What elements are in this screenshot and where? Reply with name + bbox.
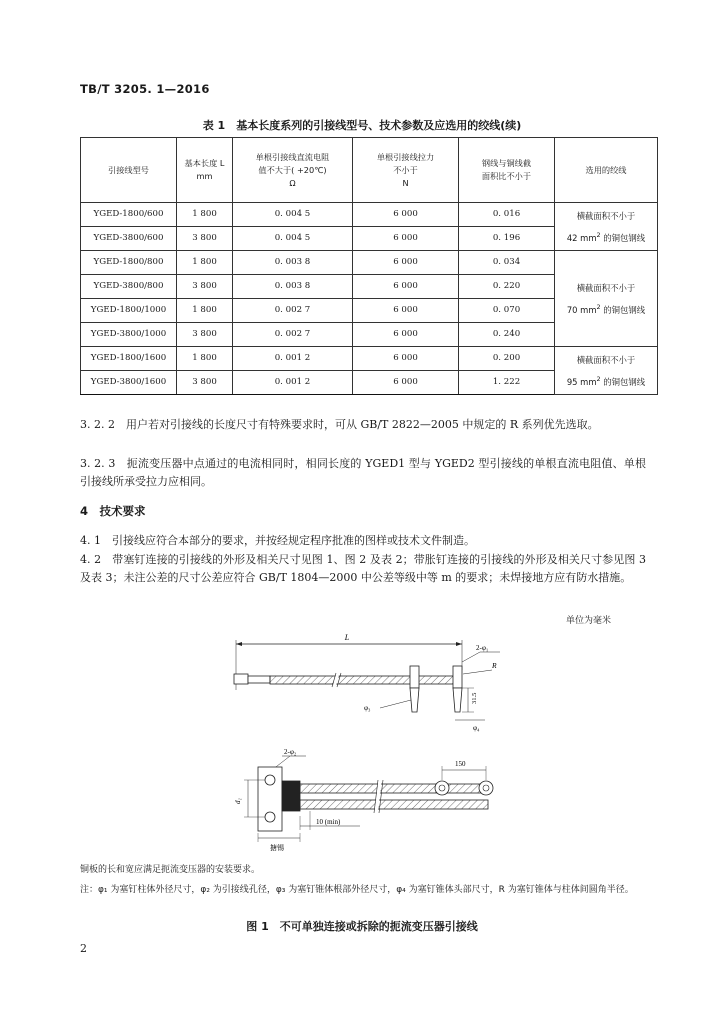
cell-resistance: 0. 002 7 bbox=[233, 299, 353, 323]
tinned-end bbox=[282, 781, 300, 811]
plug-pin-1 bbox=[410, 666, 419, 688]
label-2-phi1: 2-φ₁ bbox=[476, 644, 489, 652]
label-d1: d₁ bbox=[234, 798, 242, 804]
cell-resistance: 0. 004 5 bbox=[233, 227, 353, 251]
cell-resistance: 0. 002 7 bbox=[233, 323, 353, 347]
figure-title: 图 1 不可单独连接或拆除的扼流变压器引接线 bbox=[246, 920, 478, 933]
cell-length: 3 800 bbox=[177, 371, 233, 395]
cell-ratio: 0. 220 bbox=[459, 275, 555, 299]
cell-length: 1 800 bbox=[177, 203, 233, 227]
unit-note: 单位为毫米 bbox=[566, 616, 612, 626]
cell-resistance: 0. 004 5 bbox=[233, 203, 353, 227]
label-phi3: φ₃ bbox=[364, 704, 371, 712]
cell-model: YGED-1800/800 bbox=[81, 251, 177, 275]
table-row bbox=[81, 203, 658, 227]
cell-model: YGED-3800/1000 bbox=[81, 323, 177, 347]
spec-table bbox=[80, 137, 658, 395]
cell-length: 3 800 bbox=[177, 275, 233, 299]
cell-resistance: 0. 003 8 bbox=[233, 275, 353, 299]
table-header-row bbox=[81, 138, 658, 203]
cell-ratio: 1. 222 bbox=[459, 371, 555, 395]
cell-force: 6 000 bbox=[353, 323, 459, 347]
cell-model: YGED-3800/1600 bbox=[81, 371, 177, 395]
cell-length: 3 800 bbox=[177, 323, 233, 347]
label-10-min: 10 (min) bbox=[316, 818, 341, 826]
clause-4-1: 4. 1 引接线应符合本部分的要求，并按经规定程序批准的图样或技术文件制造。 bbox=[80, 534, 475, 547]
figure-1-drawing bbox=[230, 630, 530, 855]
cell-ratio: 0. 070 bbox=[459, 299, 555, 323]
plug-pin-2 bbox=[453, 666, 462, 688]
page-number: 2 bbox=[80, 942, 87, 955]
clause-3-2-2: 3. 2. 2 用户若对引接线的长度尺寸有特殊要求时，可从 GB/T 2822—2005 中规定的 R 系列优先选取。 bbox=[80, 418, 599, 431]
top-view bbox=[234, 633, 500, 732]
label-phi4: φ₄ bbox=[473, 724, 480, 732]
cell-force: 6 000 bbox=[353, 251, 459, 275]
header-model: 引接线型号 bbox=[81, 138, 177, 203]
cell-ratio: 0. 200 bbox=[459, 347, 555, 371]
clause-3-2-3: 3. 2. 3 扼流变压器中点通过的电流相同时，相同长度的 YGED1 型与 YGED2 型引接线的单根直流电阻值、单根引接线所承受拉力应相同。 bbox=[80, 457, 646, 488]
cell-force: 6 000 bbox=[353, 347, 459, 371]
section-4-heading: 4 技术要求 bbox=[80, 504, 146, 518]
figure-note-plate: 铜板的长和宽应满足扼流变压器的安装要求。 bbox=[80, 865, 261, 875]
label-150: 150 bbox=[455, 760, 466, 768]
header-force: 单根引接线拉力 不小于 N bbox=[353, 138, 459, 203]
cell-length: 1 800 bbox=[177, 251, 233, 275]
cell-length: 1 800 bbox=[177, 347, 233, 371]
cell-ratio: 0. 240 bbox=[459, 323, 555, 347]
top-cable bbox=[270, 676, 455, 684]
table-row bbox=[81, 347, 658, 371]
cell-ratio: 0. 016 bbox=[459, 203, 555, 227]
cell-force: 6 000 bbox=[353, 203, 459, 227]
label-2-phi2: 2-φ₂ bbox=[284, 748, 297, 756]
header-length: 基本长度 L mm bbox=[177, 138, 233, 203]
cell-force: 6 000 bbox=[353, 227, 459, 251]
header-resistance: 单根引接线直流电阻 值不大于( +20℃) Ω bbox=[233, 138, 353, 203]
cell-length: 1 800 bbox=[177, 299, 233, 323]
cell-wire-group-2: 横截面积不小于 70 $mm^2$ 的铜包钢线 bbox=[555, 251, 658, 347]
clause-4-2: 4. 2 带塞钉连接的引接线的外形及相关尺寸见图 1、图 2 及表 2；带胀钉连接的引接线的外形及相关尺寸参见图 3 及表 3；未注公差的尺寸公差应符合 GB/T 1804—2000 中公差等级中等 m 的要求；未焊接地方应有防水措施。 bbox=[80, 553, 646, 584]
top-left-lug bbox=[234, 674, 248, 684]
plate-hole-1 bbox=[265, 775, 275, 785]
bottom-view bbox=[234, 748, 493, 852]
bottom-cable-1 bbox=[300, 784, 488, 793]
header-wire: 选用的绞线 bbox=[555, 138, 658, 203]
plate-hole-2 bbox=[265, 812, 275, 822]
cell-wire-group-1: 横截面积不小于 42 $mm^2$ 的铜包钢线 bbox=[555, 203, 658, 251]
cell-resistance: 0. 001 2 bbox=[233, 347, 353, 371]
cell-model: YGED-1800/1000 bbox=[81, 299, 177, 323]
cell-ratio: 0. 196 bbox=[459, 227, 555, 251]
cell-model: YGED-1800/1600 bbox=[81, 347, 177, 371]
label-L: L bbox=[344, 633, 350, 642]
cell-wire-group-3: 横截面积不小于 95 $mm^2$ 的铜包钢线 bbox=[555, 347, 658, 395]
cell-model: YGED-1800/600 bbox=[81, 203, 177, 227]
table-row bbox=[81, 251, 658, 275]
bottom-cable-2 bbox=[300, 800, 488, 809]
label-R: R bbox=[492, 661, 497, 670]
table-title: 表 1 基本长度系列的引接线型号、技术参数及应选用的绞线(续) bbox=[202, 119, 522, 132]
label-31-5: 31.5 bbox=[471, 692, 478, 704]
header-ratio: 钢线与铜线截 面积比不小于 bbox=[459, 138, 555, 203]
figure-note-symbols: 注：φ₁ 为塞钉柱体外径尺寸，φ₂ 为引接线孔径，φ₃ 为塞钉锥体根部外径尺寸，φ₄ 为塞钉锥体头部尺寸，R 为塞钉锥体与柱体间圆角半径。 bbox=[80, 885, 634, 895]
cell-model: YGED-3800/800 bbox=[81, 275, 177, 299]
cell-force: 6 000 bbox=[353, 275, 459, 299]
cell-model: YGED-3800/600 bbox=[81, 227, 177, 251]
cell-resistance: 0. 003 8 bbox=[233, 251, 353, 275]
cell-resistance: 0. 001 2 bbox=[233, 371, 353, 395]
cell-ratio: 0. 034 bbox=[459, 251, 555, 275]
cell-length: 3 800 bbox=[177, 227, 233, 251]
standard-number-header: TB/T 3205. 1—2016 bbox=[80, 82, 210, 96]
label-tin: 搪锡 bbox=[270, 844, 284, 852]
cell-force: 6 000 bbox=[353, 371, 459, 395]
cell-force: 6 000 bbox=[353, 299, 459, 323]
